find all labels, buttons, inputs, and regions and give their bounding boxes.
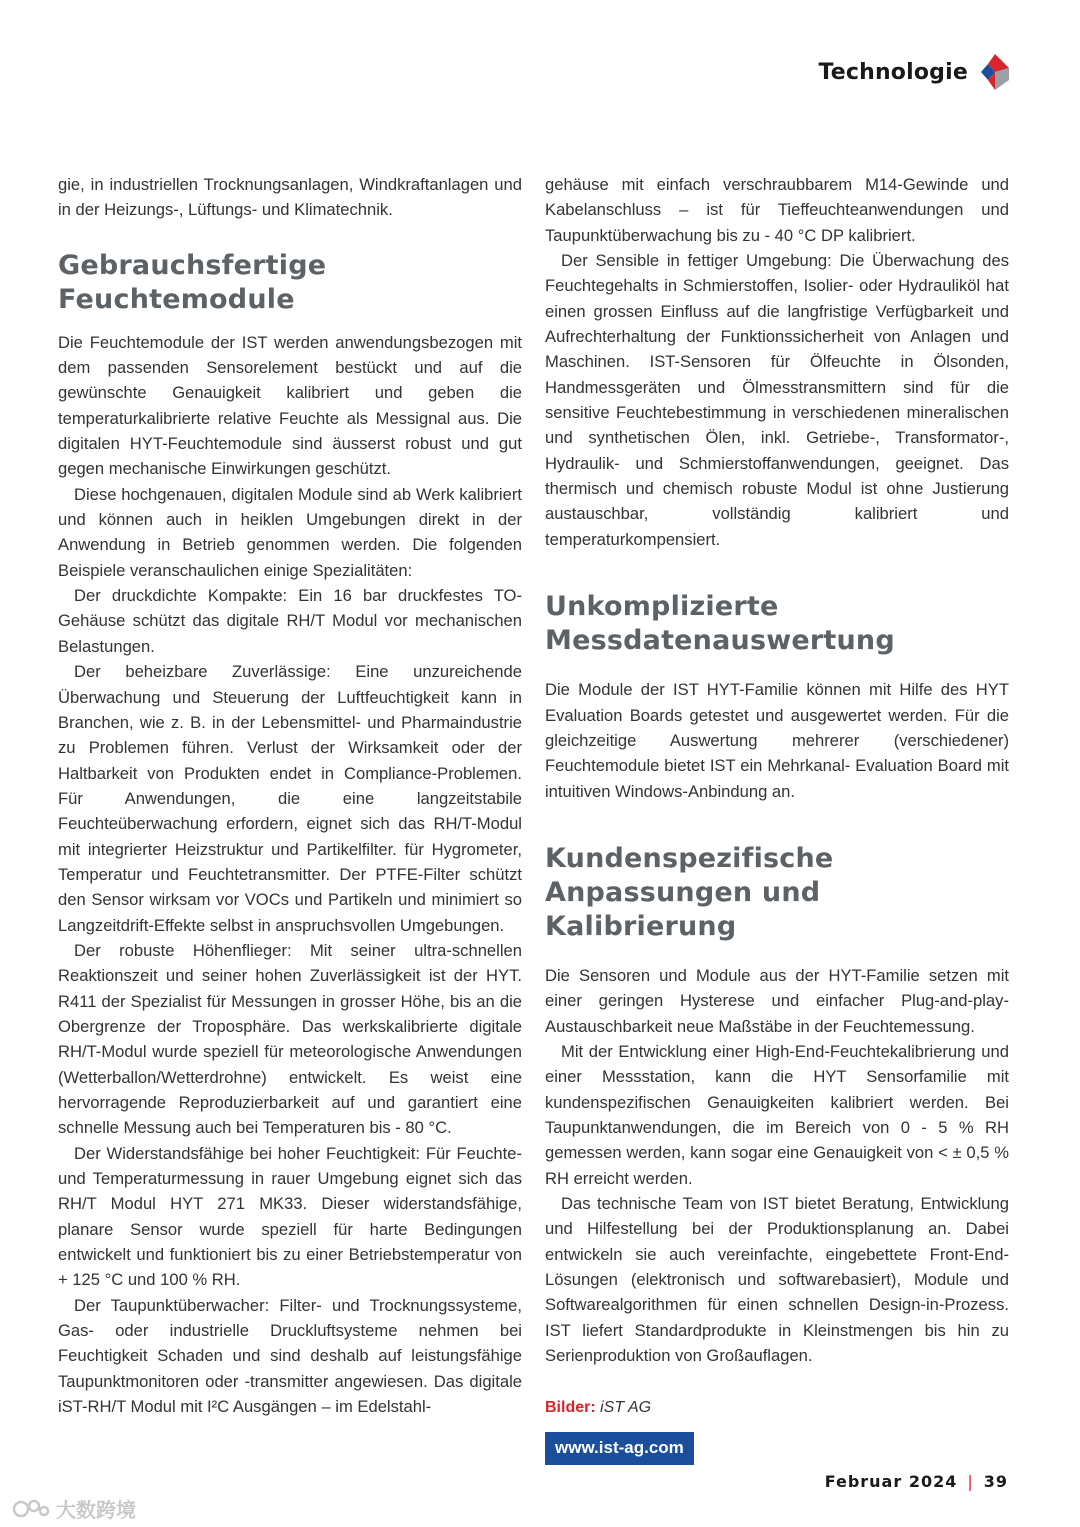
paragraph: Diese hochgenauen, digitalen Module sind ab Werk kalibriert und können auch in heiklen Umgebungen direkt in der Anwendung in Betrieb genommen werden. Die folgenden Beispiele veranschaulichen einige Spezialitäten: bbox=[58, 484, 522, 580]
section-heading-anpassungen: Kundenspezifische Anpassungen und Kalibrierung bbox=[545, 842, 834, 942]
watermark-text: 大数跨境 bbox=[56, 1500, 136, 1522]
paragraph: Der Widerstandsfähige bei hoher Feuchtigkeit: Für Feuchte- und Temperaturmessung in rauer Umgebung eignet sich das RH/T Modul HYT 271 MK33. Dieser widerstandsfähige, planare Sensor wurde speziell für harte Bedingungen entwickelt und funktioniert bis zu einer Betriebstemperatur von + 125 °C und 100 % RH. bbox=[58, 1143, 522, 1290]
watermark bbox=[12, 1494, 136, 1523]
paragraph: Die Feuchtemodule der IST werden anwendungsbezogen mit dem passenden Sensorelement bestückt und auf die gewünschte Genauigkeit kalibriert und geben die temperaturkalibrierte relative Feuchte als Messignal aus. Die digitalen HYT-Feuchtemodule sind äusserst robust und gut gegen mechanische Einwirkungen geschützt. bbox=[58, 332, 522, 479]
paragraph: gie, in industriellen Trocknungsanlagen, Windkraftanlagen und in der Heizungs-, Lüftungs- und Klimatechnik. bbox=[58, 175, 522, 220]
paragraph: gehäuse mit einfach verschraubbarem M14-Gewinde und Kabelanschluss – ist für Tieffeuchteanwendungen und Taupunktüberwachung bis zu - 40 °C DP kalibriert. bbox=[545, 175, 1009, 245]
page-number: 39 bbox=[983, 1472, 1008, 1491]
magazine-logo-icon bbox=[978, 52, 1012, 92]
section-heading-messdatenauswertung: Unkomplizierte Messdatenauswertung bbox=[545, 591, 895, 657]
paragraph: Die Sensoren und Module aus der HYT-Familie setzen mit einer geringen Hysterese und einfacher Plug-and-play-Austauschbarkeit neue Maßstäbe in der Feuchtemessung. bbox=[545, 965, 1009, 1036]
paragraph: Das technische Team von IST bietet Beratung, Entwicklung und Hilfestellung bei der Produktionsplanung an. Dabei entwickeln sie auch vereinfachte, eingebettete Front-End-Lösungen (elektronisch und softwarebasiert), Module und Softwarealgorithmen für einen schnellen Design-in-Prozess. IST liefert Standardprodukte in Kleinstmengen bis hin zu Serienproduktion von Großauflagen. bbox=[545, 1193, 1009, 1366]
right-column bbox=[545, 172, 1009, 1465]
credit-label: Bilder: bbox=[545, 1399, 596, 1417]
website-link[interactable]: www.ist-ag.com bbox=[545, 1432, 694, 1465]
paragraph: Der robuste Höhenflieger: Mit seiner ultra-schnellen Reaktionszeit und seiner hohen Zuverlässigkeit ist der HYT. R411 der Spezialist für Messungen in grosser Höhe, bis an die Obergrenze der Troposphäre. Das werkskalibrierte digitale RH/T-Modul wurde speziell für meteorologische Anwendungen (Wetterballon/Wetterdrohne) entwickelt. Es weist eine hervorragende Reproduzierbarkeit auf und garantiert eine schnelle Messung auch bei Temperaturen bis - 80 °C. bbox=[58, 940, 522, 1138]
paragraph: Der Sensible in fettiger Umgebung: Die Überwachung des Feuchtegehalts in Schmierstoffen, Isolier- oder Hydrauliköl hat einen grossen Einfluss auf die langfristige Verfügbarkeit und Aufrechterhaltung der Funktionssicherheit von Anlagen und Maschinen. IST-Sensoren für Ölfeuchte in Ölsonden, Handmessgeräten und Ölmesstransmittern sind für die sensitive Feuchtebestimmung in verschiedenen mineralischen und synthetischen Ölen, inkl. Getriebe-, Transformator-, Hydraulik- und Schmierstoffanwendungen, geeignet. Das thermisch und chemisch robuste Modul ist ohne Justierung austauschbar, vollständig kalibriert und temperaturkompensiert. bbox=[545, 251, 1009, 549]
paragraph: Der druckdichte Kompakte: Ein 16 bar druckfestes TO-Gehäuse schützt das digitale RH/T Modul vor mechanischen Belastungen. bbox=[58, 586, 522, 656]
watermark-logo-icon bbox=[12, 1497, 50, 1521]
credit-value: iST AG bbox=[600, 1399, 652, 1417]
section-heading-feuchtemodule: Gebrauchsfertige Feuchtemodule bbox=[58, 249, 327, 315]
paragraph: Der Taupunktüberwacher: Filter- und Trocknungssysteme, Gas- oder industrielle Druckluftsysteme nehmen bei Feuchtigkeit Schaden und sind deshalb auf leistungsfähige Taupunktmonitoren oder -transmitter angewiesen. Das digitale iST-RH/T Modul mit I²C Ausgängen – im Edelstahl- bbox=[58, 1295, 522, 1417]
header-section bbox=[818, 52, 1012, 92]
image-credit bbox=[545, 1398, 1009, 1418]
section-title: Technologie bbox=[818, 59, 968, 85]
paragraph: Mit der Entwicklung einer High-End-Feuchtekalibrierung und einer Messstation, kann die HYT Sensorfamilie mit kundenspezifischen Genauigkeiten kalibriert werden. Bei Taupunktanwendungen, die im Bereich von 0 - 5 % RH gemessen werden, kann sogar eine Genauigkeit von < ± 0,5 % RH erreicht werden. bbox=[545, 1041, 1009, 1188]
page-footer bbox=[825, 1472, 1008, 1491]
issue-date: Februar 2024 bbox=[824, 1472, 958, 1491]
footer-divider: | bbox=[967, 1472, 974, 1491]
left-column bbox=[58, 172, 522, 1419]
paragraph: Der beheizbare Zuverlässige: Eine unzureichende Überwachung und Steuerung der Luftfeuchtigkeit kann in Branchen, wie z. B. in der Lebensmittel- und Pharmaindustrie zu Problemen führen. Verlust der Wirksamkeit oder der Haltbarkeit von Produkten endet in Compliance-Problemen. Für Anwendungen, die eine langzeitstabile Feuchteüberwachung erfordern, eignet sich das RH/T-Modul mit integrierter Heizstruktur und Partikelfilter. für Hygrometer, Temperatur und Feuchtetransmitter. Der PTFE-Filter schützt den Sensor wirksam vor VOCs und Partikeln und minimiert so Langzeitdrift-Effekte selbst in anspruchsvollen Umgebungen. bbox=[58, 662, 522, 935]
paragraph: Die Module der IST HYT-Familie können mit Hilfe des HYT Evaluation Boards getestet und ausgewertet werden. Für die gleichzeitige Auswertung mehrerer (verschiedener) Feuchtemodule bietet IST ein Mehrkanal- Evaluation Board mit intuitiven Windows-Anbindung an. bbox=[545, 680, 1009, 801]
